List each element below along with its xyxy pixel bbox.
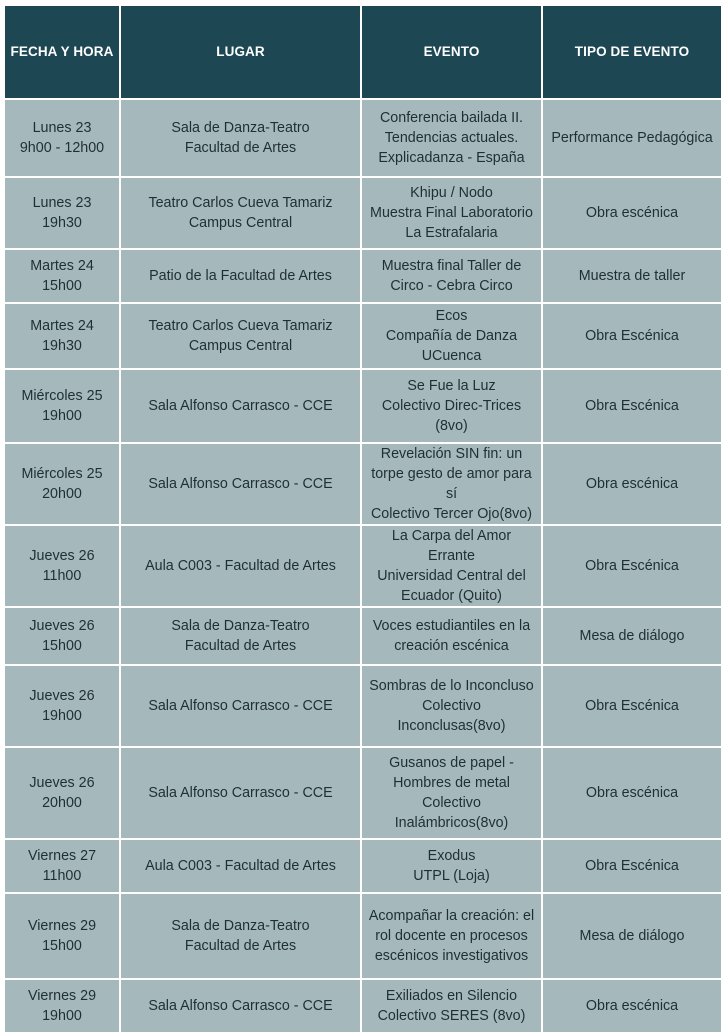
evento-line: Colectivo Inconclusas(8vo)	[397, 698, 506, 734]
evento-line: Colectivo	[422, 795, 481, 811]
fecha-line: 19h00	[42, 708, 82, 724]
table-row	[5, 980, 721, 1032]
tipo-line: Obra Escénica	[585, 398, 679, 414]
table-row	[5, 840, 721, 892]
cell-fecha	[5, 608, 119, 664]
fecha-line: Martes 24	[30, 318, 94, 334]
fecha-line: 19h30	[42, 338, 82, 354]
evento-line: Exodus	[427, 848, 476, 864]
fecha-line: 15h00	[42, 278, 82, 294]
header-tipo: TIPO DE EVENTO	[543, 6, 721, 98]
cell-evento	[362, 980, 541, 1032]
cell-evento	[362, 840, 541, 892]
evento-line: Voces estudiantiles en la	[372, 618, 531, 634]
cell-tipo	[543, 100, 721, 176]
fecha-line: Miércoles 25	[21, 466, 103, 482]
fecha-line: Viernes 29	[27, 918, 97, 934]
tipo-line: Obra escénica	[585, 998, 679, 1014]
table-row	[5, 178, 721, 248]
fecha-line: Jueves 26	[29, 775, 95, 791]
tipo-line: Obra Escénica	[585, 328, 679, 344]
cell-evento	[362, 100, 541, 176]
cell-lugar	[121, 748, 360, 838]
cell-evento	[362, 250, 541, 302]
fecha-line: Miércoles 25	[21, 388, 103, 404]
lugar-line: Patio de la Facultad de Artes	[149, 268, 332, 284]
lugar-line: Teatro Carlos Cueva Tamariz	[148, 195, 333, 211]
tipo-line: Obra Escénica	[585, 858, 679, 874]
evento-line: Inalámbricos(8vo)	[394, 815, 509, 831]
cell-evento	[362, 370, 541, 442]
evento-line: rol docente en procesos	[375, 928, 528, 944]
table-row	[5, 894, 721, 978]
evento-line: Hombres de metal	[393, 775, 510, 791]
lugar-line: Sala de Danza-Teatro	[171, 618, 310, 634]
fecha-line: 15h00	[42, 938, 82, 954]
schedule-table	[3, 4, 723, 1034]
lugar-line: Sala de Danza-Teatro	[171, 120, 310, 136]
evento-line: Conferencia bailada II.	[379, 110, 524, 126]
cell-fecha	[5, 840, 119, 892]
cell-lugar	[121, 100, 360, 176]
evento-line: La Carpa del Amor Errante	[391, 528, 512, 564]
fecha-line: Jueves 26	[29, 688, 95, 704]
cell-fecha	[5, 370, 119, 442]
evento-line: Colectivo Direc-Trices (8vo)	[381, 398, 522, 434]
evento-line: torpe gesto de amor para sí	[371, 466, 532, 502]
evento-line: Muestra Final Laboratorio	[370, 205, 533, 221]
cell-tipo	[543, 370, 721, 442]
table-row	[5, 666, 721, 746]
cell-fecha	[5, 666, 119, 746]
cell-fecha	[5, 980, 119, 1032]
evento-line: Explicadanza - España	[378, 150, 525, 166]
lugar-line: Aula C003 - Facultad de Artes	[145, 858, 336, 874]
table-row	[5, 444, 721, 524]
lugar-line: Sala de Danza-Teatro	[171, 918, 310, 934]
evento-line: Colectivo SERES (8vo)	[377, 1008, 526, 1024]
lugar-line: Sala Alfonso Carrasco - CCE	[148, 398, 333, 414]
fecha-line: Lunes 23	[32, 195, 92, 211]
evento-line: Compañía de Danza	[385, 328, 518, 344]
cell-tipo	[543, 980, 721, 1032]
evento-line: escénicos investigativos	[374, 948, 529, 964]
fecha-line: 9h00 - 12h00	[19, 140, 105, 156]
fecha-line: 15h00	[42, 638, 82, 654]
tipo-line: Obra escénica	[585, 476, 679, 492]
evento-line: Se Fue la Luz	[407, 378, 496, 394]
header-lugar: LUGAR	[121, 6, 360, 98]
header-fecha: FECHA Y HORA	[5, 6, 119, 98]
cell-lugar	[121, 178, 360, 248]
fecha-line: 11h00	[42, 868, 82, 884]
evento-line: La Estrafalaria	[405, 225, 498, 241]
evento-line: Universidad Central del	[377, 568, 526, 584]
evento-line: Ecuador (Quito)	[401, 588, 502, 604]
evento-line: UTPL (Loja)	[413, 868, 490, 884]
cell-lugar	[121, 666, 360, 746]
fecha-line: Martes 24	[30, 258, 94, 274]
evento-line: Exiliados en Silencio	[385, 988, 518, 1004]
evento-line: Revelación SIN fin: un	[380, 446, 523, 462]
table-row	[5, 100, 721, 176]
cell-tipo	[543, 748, 721, 838]
cell-lugar	[121, 370, 360, 442]
evento-line: creación escénica	[394, 638, 509, 654]
cell-lugar	[121, 608, 360, 664]
fecha-line: 11h00	[42, 568, 82, 584]
header-row	[5, 6, 721, 98]
cell-evento	[362, 444, 541, 524]
table-row	[5, 304, 721, 368]
lugar-line: Campus Central	[188, 215, 293, 231]
table-row	[5, 370, 721, 442]
cell-fecha	[5, 304, 119, 368]
cell-evento	[362, 178, 541, 248]
table-row	[5, 608, 721, 664]
cell-fecha	[5, 748, 119, 838]
cell-fecha	[5, 100, 119, 176]
fecha-line: Lunes 23	[32, 120, 92, 136]
lugar-line: Sala Alfonso Carrasco - CCE	[148, 998, 333, 1014]
table-row	[5, 748, 721, 838]
evento-line: Colectivo Tercer Ojo(8vo)	[370, 506, 533, 522]
tipo-line: Obra Escénica	[585, 698, 679, 714]
fecha-line: 19h00	[42, 408, 82, 424]
lugar-line: Sala Alfonso Carrasco - CCE	[148, 785, 333, 801]
evento-line: Muestra final Taller de	[381, 258, 522, 274]
evento-line: Circo - Cebra Circo	[390, 278, 513, 294]
cell-tipo	[543, 304, 721, 368]
cell-fecha	[5, 894, 119, 978]
cell-fecha	[5, 444, 119, 524]
cell-lugar	[121, 894, 360, 978]
fecha-line: Jueves 26	[29, 548, 95, 564]
cell-evento	[362, 608, 541, 664]
tipo-line: Obra Escénica	[585, 558, 679, 574]
tipo-line: Mesa de diálogo	[579, 628, 685, 644]
fecha-line: Viernes 27	[27, 848, 97, 864]
fecha-line: Viernes 29	[27, 988, 97, 1004]
table-row	[5, 250, 721, 302]
header-evento: EVENTO	[362, 6, 541, 98]
schedule-body	[5, 100, 721, 1032]
lugar-line: Sala Alfonso Carrasco - CCE	[148, 698, 333, 714]
tipo-line: Performance Pedagógica	[551, 130, 713, 146]
evento-line: UCuenca	[421, 348, 482, 364]
evento-line: Gusanos de papel -	[389, 755, 514, 771]
evento-line: Ecos	[435, 308, 468, 324]
fecha-line: 19h00	[42, 1008, 82, 1024]
cell-lugar	[121, 840, 360, 892]
cell-lugar	[121, 526, 360, 606]
cell-fecha	[5, 526, 119, 606]
fecha-line: 19h30	[42, 215, 82, 231]
cell-tipo	[543, 666, 721, 746]
cell-tipo	[543, 526, 721, 606]
cell-evento	[362, 894, 541, 978]
tipo-line: Obra escénica	[585, 785, 679, 801]
cell-lugar	[121, 304, 360, 368]
cell-tipo	[543, 840, 721, 892]
cell-tipo	[543, 608, 721, 664]
fecha-line: Jueves 26	[29, 618, 95, 634]
cell-fecha	[5, 250, 119, 302]
lugar-line: Teatro Carlos Cueva Tamariz	[148, 318, 333, 334]
lugar-line: Aula C003 - Facultad de Artes	[145, 558, 336, 574]
cell-tipo	[543, 894, 721, 978]
evento-line: Acompañar la creación: el	[368, 908, 535, 924]
cell-lugar	[121, 444, 360, 524]
evento-line: Tendencias actuales.	[384, 130, 519, 146]
tipo-line: Obra escénica	[585, 205, 679, 221]
fecha-line: 20h00	[42, 795, 82, 811]
lugar-line: Facultad de Artes	[184, 638, 297, 654]
cell-evento	[362, 666, 541, 746]
cell-tipo	[543, 178, 721, 248]
cell-tipo	[543, 444, 721, 524]
lugar-line: Sala Alfonso Carrasco - CCE	[148, 476, 333, 492]
tipo-line: Muestra de taller	[578, 268, 686, 284]
cell-evento	[362, 304, 541, 368]
evento-line: Sombras de lo Inconcluso	[369, 678, 534, 694]
fecha-line: 20h00	[42, 486, 82, 502]
lugar-line: Facultad de Artes	[184, 140, 297, 156]
evento-line: Khipu / Nodo	[410, 185, 493, 201]
table-row	[5, 526, 721, 606]
cell-fecha	[5, 178, 119, 248]
cell-evento	[362, 748, 541, 838]
cell-lugar	[121, 250, 360, 302]
lugar-line: Campus Central	[188, 338, 293, 354]
cell-lugar	[121, 980, 360, 1032]
cell-tipo	[543, 250, 721, 302]
tipo-line: Mesa de diálogo	[579, 928, 685, 944]
cell-evento	[362, 526, 541, 606]
lugar-line: Facultad de Artes	[184, 938, 297, 954]
